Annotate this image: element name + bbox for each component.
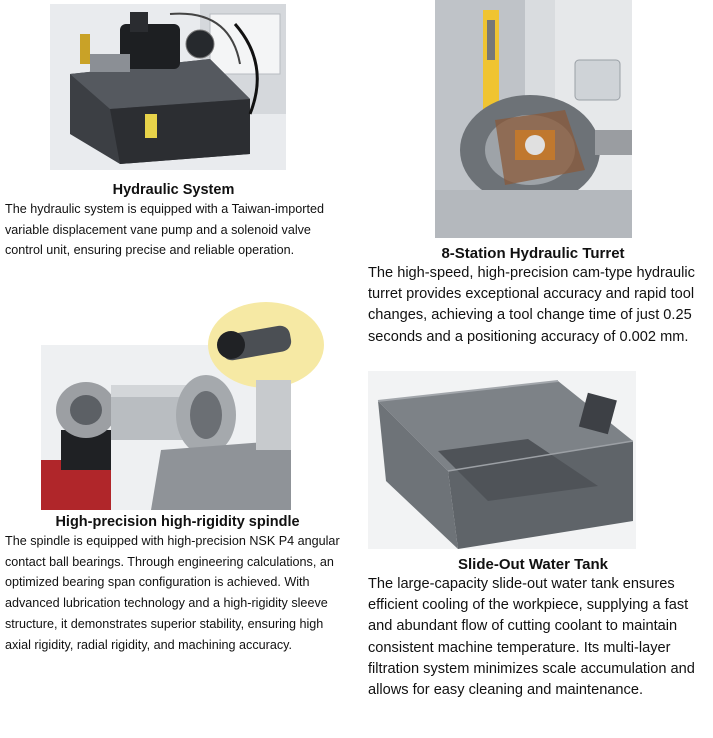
hydraulic-system-photo <box>50 4 286 170</box>
turret-title: 8-Station Hydraulic Turret <box>441 245 625 262</box>
hydraulic-system-section <box>5 182 345 261</box>
water-tank-photo <box>368 371 636 549</box>
turret-photo <box>435 0 632 238</box>
turret-description: The high-speed, high-precision cam-type hydraulic turret provides exceptional accuracy and rapid tool changes, achieving a tool change time of just 0.25 seconds and a positioning accuracy of 0.002 mm. <box>368 265 695 345</box>
turret-section <box>368 245 708 348</box>
water-tank-section <box>368 556 708 701</box>
hydraulic-system-description: The hydraulic system is equipped with a Taiwan-imported variable displacement vane pump and a solenoid valve control unit, ensuring precise and reliable operation. <box>5 202 324 258</box>
water-tank-title: Slide-Out Water Tank <box>457 556 608 573</box>
spindle-description: The spindle is equipped with high-precision NSK P4 angular contact ball bearings. Through engineering calculations, an optimized bearing span configuration is achieved. With advanced lubrication technology and a high-rigidity sleeve structure, it demonstrates superior stability, ensuring high axial rigidity, radial rigidity, and machining accuracy. <box>5 534 340 652</box>
hydraulic-system-title: Hydraulic System <box>112 182 235 198</box>
water-tank-description: The large-capacity slide-out water tank ensures efficient cooling of the workpiece, supplying a fast and abundant flow of cutting coolant to maintain consistent machine temperature. Its multi-layer filtration system minimizes scale accumulation and allows for easy cleaning and maintenance. <box>368 576 695 699</box>
spindle-photo <box>41 300 326 510</box>
spindle-section <box>5 514 350 655</box>
spindle-title: High-precision high-rigidity spindle <box>55 514 300 530</box>
